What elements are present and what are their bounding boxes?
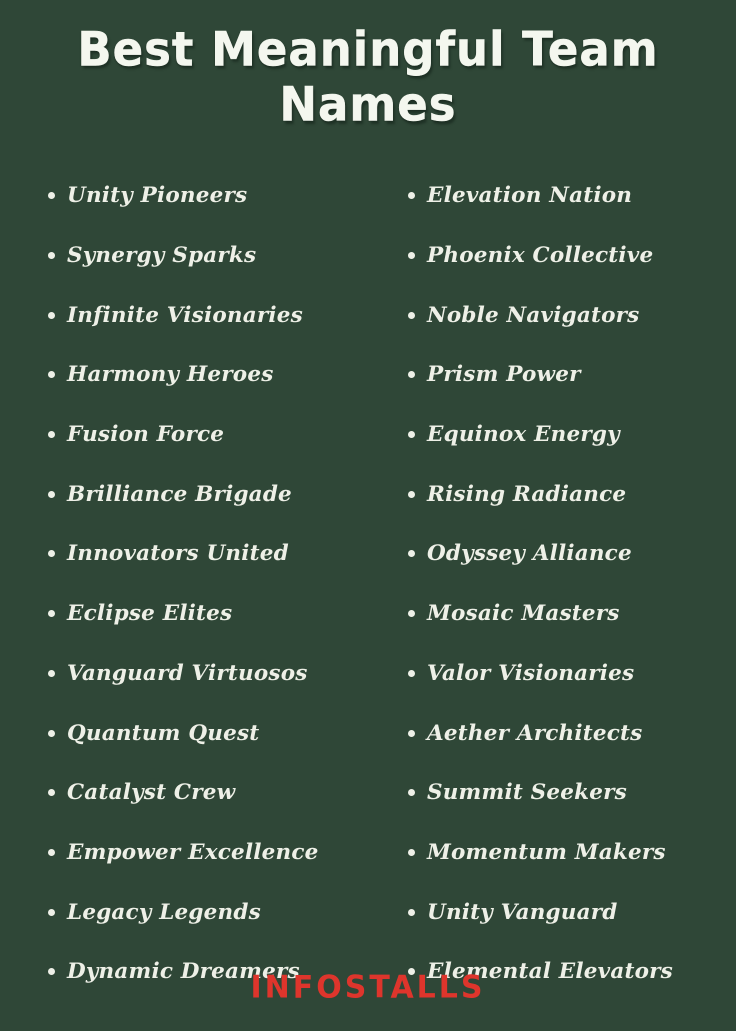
bullet-icon [408, 491, 415, 498]
team-name-label: Fusion Force [67, 422, 225, 448]
bullet-icon [408, 909, 415, 916]
team-name-label: Equinox Energy [427, 422, 620, 448]
list-item [48, 345, 368, 405]
bullet-icon [408, 670, 415, 677]
bullet-icon [48, 909, 55, 916]
list-item [408, 584, 736, 644]
bullet-icon [408, 431, 415, 438]
team-name-label: Synergy Sparks [67, 243, 257, 269]
bullet-icon [408, 849, 415, 856]
bullet-icon [48, 670, 55, 677]
list-item [408, 644, 736, 704]
bullet-icon [408, 610, 415, 617]
list-item [48, 226, 368, 286]
team-name-label: Brilliance Brigade [67, 481, 292, 507]
list-item [48, 823, 368, 883]
page-title: Best Meaningful Team Names [77, 21, 659, 133]
bullet-icon [408, 550, 415, 557]
team-name-label: Momentum Makers [427, 839, 666, 865]
bullet-icon [408, 730, 415, 737]
list-item [408, 703, 736, 763]
team-name-label: Prism Power [427, 362, 581, 388]
list-item [48, 584, 368, 644]
team-name-label: Aether Architects [427, 720, 643, 746]
bullet-icon [48, 252, 55, 259]
team-name-label: Empower Excellence [67, 839, 319, 865]
bullet-icon [408, 312, 415, 319]
team-name-label: Legacy Legends [67, 899, 261, 925]
team-name-label: Elevation Nation [427, 183, 633, 209]
team-name-label: Noble Navigators [427, 302, 640, 328]
list-item [48, 703, 368, 763]
bullet-icon [48, 789, 55, 796]
list-item [48, 882, 368, 942]
team-name-label: Elemental Elevators [427, 959, 673, 985]
bullet-icon [408, 192, 415, 199]
team-name-label: Valor Visionaries [427, 660, 635, 686]
team-name-label: Quantum Quest [67, 720, 260, 746]
list-item [48, 524, 368, 584]
bullet-icon [48, 431, 55, 438]
bullet-icon [48, 730, 55, 737]
bullet-icon [48, 849, 55, 856]
team-name-label: Infinite Visionaries [67, 302, 303, 328]
list-item [48, 644, 368, 704]
team-list-left [0, 166, 368, 1031]
list-item [408, 464, 736, 524]
list-item [48, 285, 368, 345]
team-name-label: Eclipse Elites [67, 601, 233, 627]
list-item [408, 882, 736, 942]
bullet-icon [48, 371, 55, 378]
team-name-label: Unity Pioneers [67, 183, 248, 209]
team-name-label: Innovators United [67, 541, 289, 567]
team-name-label: Rising Radiance [427, 481, 627, 507]
bullet-icon [48, 491, 55, 498]
footer [0, 970, 736, 1005]
bullet-icon [48, 550, 55, 557]
list-item [408, 405, 736, 465]
team-name-label: Unity Vanguard [427, 899, 618, 925]
list-item [408, 823, 736, 883]
team-name-label: Dynamic Dreamers [67, 959, 300, 985]
list-item [408, 763, 736, 823]
bullet-icon [408, 789, 415, 796]
team-name-columns [0, 166, 736, 1031]
bullet-icon [408, 371, 415, 378]
list-item [48, 405, 368, 465]
list-item [48, 464, 368, 524]
team-name-label: Odyssey Alliance [427, 541, 632, 567]
bullet-icon [48, 192, 55, 199]
team-list-right [368, 166, 736, 1031]
list-item [408, 285, 736, 345]
team-name-label: Catalyst Crew [67, 780, 236, 806]
list-item [408, 166, 736, 226]
list-item [48, 166, 368, 226]
bullet-icon [408, 252, 415, 259]
bullet-icon [48, 610, 55, 617]
list-item [408, 524, 736, 584]
team-name-label: Phoenix Collective [427, 243, 654, 269]
list-item [408, 226, 736, 286]
team-name-label: Summit Seekers [427, 780, 627, 806]
team-name-label: Mosaic Masters [427, 601, 620, 627]
brand-logo: INFOSTALLS [250, 969, 486, 1006]
list-item [48, 763, 368, 823]
team-name-label: Harmony Heroes [67, 362, 274, 388]
bullet-icon [48, 312, 55, 319]
team-name-label: Vanguard Virtuosos [67, 660, 308, 686]
list-item [408, 345, 736, 405]
